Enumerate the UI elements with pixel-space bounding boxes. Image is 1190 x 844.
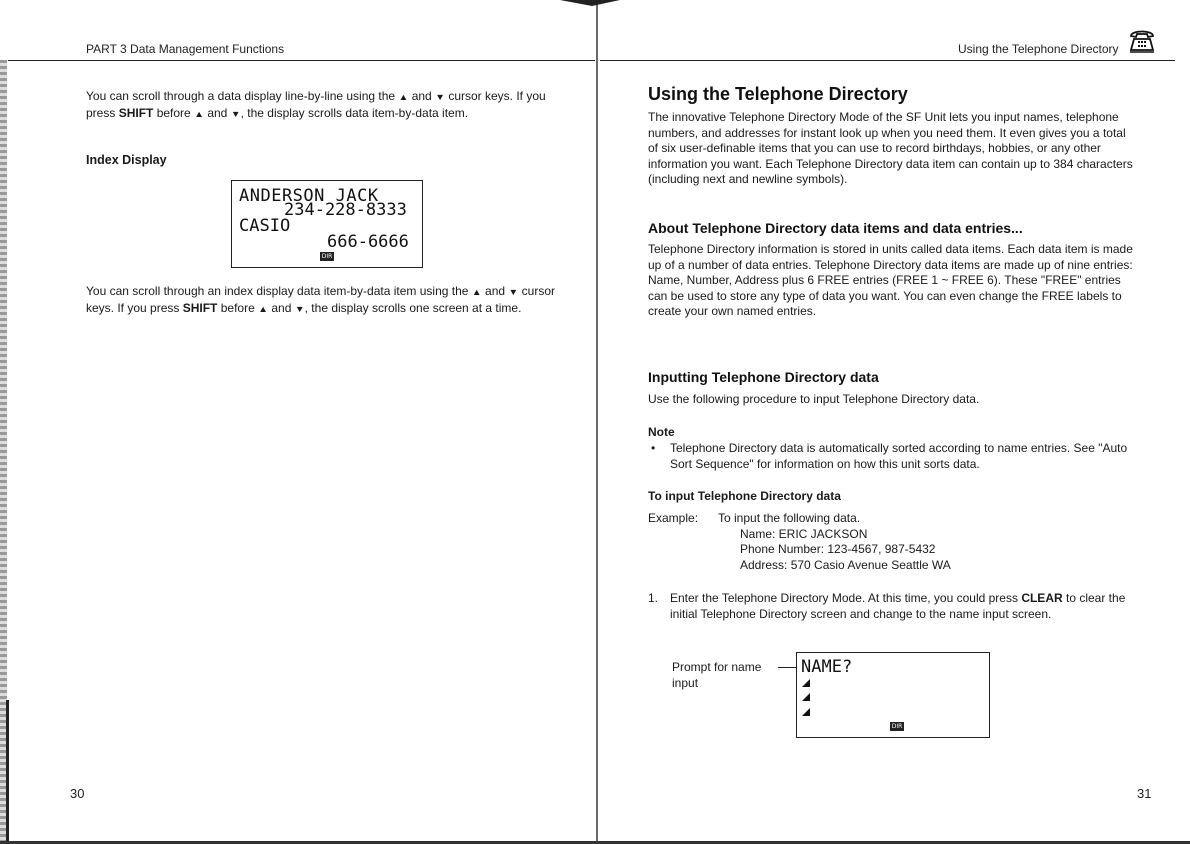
example-intro: To input the following data. (718, 511, 861, 525)
directory-badge-icon: DIR (891, 723, 903, 730)
down-arrow-icon: ▼ (508, 287, 519, 298)
example-address: Address: 570 Casio Avenue Seattle WA (740, 557, 951, 572)
down-arrow-icon: ▼ (230, 109, 241, 119)
up-arrow-icon: ▲ (471, 287, 482, 298)
lcd-index-display (231, 180, 423, 268)
up-arrow-icon: ▲ (258, 304, 269, 314)
running-header: PART 3 Data Management Functions (86, 42, 285, 56)
lcd-line-company: CASIO (239, 216, 291, 236)
index-scroll-paragraph: You can scroll through an index display data item-by-data item using the ▲ and ▼ cursor keys. If you press SHIFT before ▲ and ▼, the display scrolls one screen at a time. (86, 284, 556, 315)
header-rule (600, 60, 1175, 61)
lcd-cursor-marker (802, 693, 810, 701)
page-number: 31 (1137, 786, 1152, 801)
page-title: Using the Telephone Directory (648, 84, 908, 104)
example-phone: Phone Number: 123-4567, 987-5432 (740, 542, 936, 556)
example-label: Example: (648, 511, 699, 525)
lcd-line-number: 234-228-8333 (284, 200, 407, 220)
to-input-heading: To input Telephone Directory data (648, 489, 841, 503)
up-arrow-icon: ▲ (398, 92, 409, 103)
note-item: • Telephone Directory data is automatically sorted according to name entries. See "Auto Sort Sequence" for information on how this unit sorts data. (648, 441, 1138, 472)
down-arrow-icon: ▼ (294, 304, 305, 314)
lcd-cursor-marker (802, 679, 810, 687)
step-1: 1. Enter the Telephone Directory Mode. At this time, you could press CLEAR to clear the initial Telephone Directory screen and change to the name input screen. (648, 591, 1126, 621)
header-rule (8, 60, 595, 61)
lcd-prompt-text: NAME? (801, 657, 853, 677)
clear-key-label: CLEAR (1021, 591, 1063, 605)
lcd-cursor-marker (802, 708, 810, 716)
step-number: 1. (648, 591, 659, 605)
index-display-heading: Index Display (86, 153, 167, 167)
lcd-line-name: ANDERSON JACK (239, 186, 379, 206)
note-label: Note (648, 425, 675, 439)
lcd-name-prompt (796, 652, 990, 738)
up-arrow-icon: ▲ (194, 109, 204, 119)
book-spine (596, 0, 598, 844)
about-section-heading: About Telephone Directory data items and data entries... (648, 220, 1023, 236)
inputting-section-heading: Inputting Telephone Directory data (648, 369, 879, 385)
note-list (648, 441, 1138, 472)
running-header: Using the Telephone Directory (958, 42, 1119, 56)
right-page (600, 0, 1190, 844)
page-number: 30 (70, 786, 85, 801)
intro-paragraph: The innovative Telephone Directory Mode of the SF Unit lets you input names, telephone numbers, and addresses for instant look up when you need them. It even gives you a total of six user-definable items that you can use to record birthdays, hobbies, or any other information you want. Each Telephone Directory data item can contain up to 384 characters (including next and newline symbols). (648, 110, 1133, 186)
lcd-line-phone: 666-6666 (327, 232, 409, 252)
down-arrow-icon: ▼ (435, 92, 445, 103)
callout-line (778, 667, 796, 668)
about-paragraph: Telephone Directory information is stored in units called data items. Each data item is made up of a number of data entries. Telephone Directory data items are made up of nine entries: Name, Number, Address plus 6 FREE entries (FREE 1 ~ FREE 6). These "FREE" entries can be used to store any type of data you want. You can even change the FREE labels to create your own named entries. (648, 242, 1133, 318)
telephone-icon (1128, 28, 1156, 54)
inputting-paragraph: Use the following procedure to input Telephone Directory data. (648, 392, 980, 406)
example-name: Name: ERIC JACKSON (740, 526, 868, 541)
example-block (648, 511, 951, 573)
scroll-paragraph: You can scroll through a data display line-by-line using the ▲ and ▼ cursor keys. If you press SHIFT before ▲ and ▼, the display scrolls data item-by-data item. (86, 89, 546, 120)
directory-badge-icon: DIR (321, 253, 333, 260)
prompt-caption: Prompt for name input (672, 660, 762, 690)
